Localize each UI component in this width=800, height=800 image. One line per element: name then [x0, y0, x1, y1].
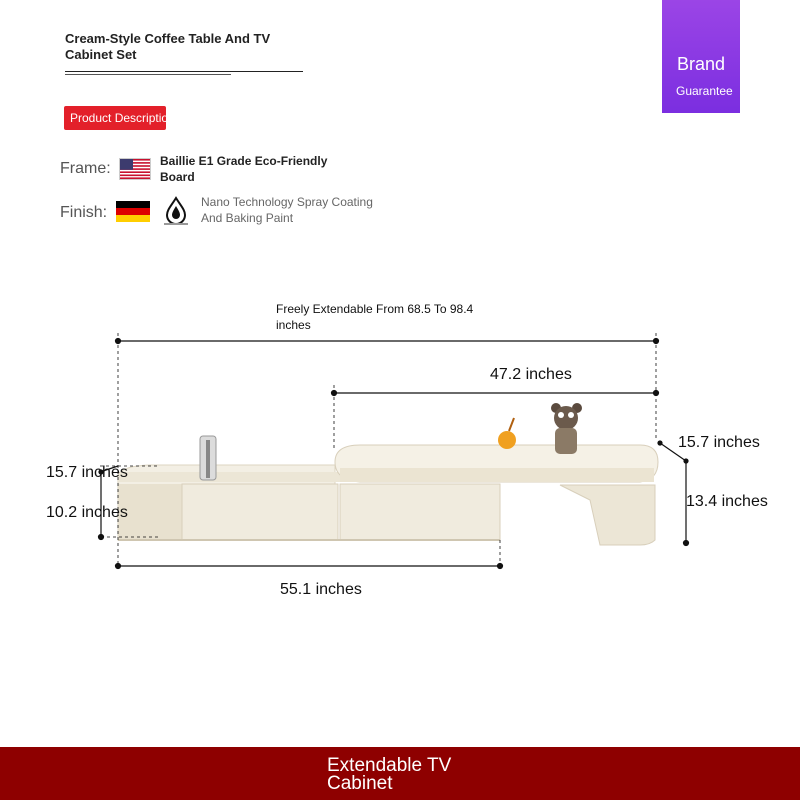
finish-value: Nano Technology Spray Coating And Baking Paint — [201, 195, 373, 225]
top-width-label: 47.2 inches — [490, 366, 572, 383]
product-description-label: Product Description — [70, 111, 175, 125]
extendable-range-label: Freely Extendable From 68.5 To 98.4 inches — [276, 302, 474, 332]
frame-label: Frame: — [60, 160, 111, 177]
left-depth-label: 15.7 inches — [46, 464, 128, 481]
guarantee-label: Guarantee — [676, 84, 733, 98]
page-title: Cream-Style Coffee Table And TV Cabinet Set — [65, 31, 271, 62]
apple-decoration — [498, 418, 516, 449]
right-depth-label: 15.7 inches — [678, 434, 760, 451]
footer-title: Extendable TV Cabinet — [327, 755, 452, 794]
frame-value: Baillie E1 Grade Eco-Friendly Board — [160, 154, 328, 184]
right-height-label: 13.4 inches — [686, 493, 768, 510]
finish-label: Finish: — [60, 204, 108, 221]
brand-label: Brand — [677, 54, 726, 74]
bottom-width-label: 55.1 inches — [280, 581, 362, 598]
vase-decoration — [200, 436, 216, 480]
left-height-label: 10.2 inches — [46, 504, 128, 521]
